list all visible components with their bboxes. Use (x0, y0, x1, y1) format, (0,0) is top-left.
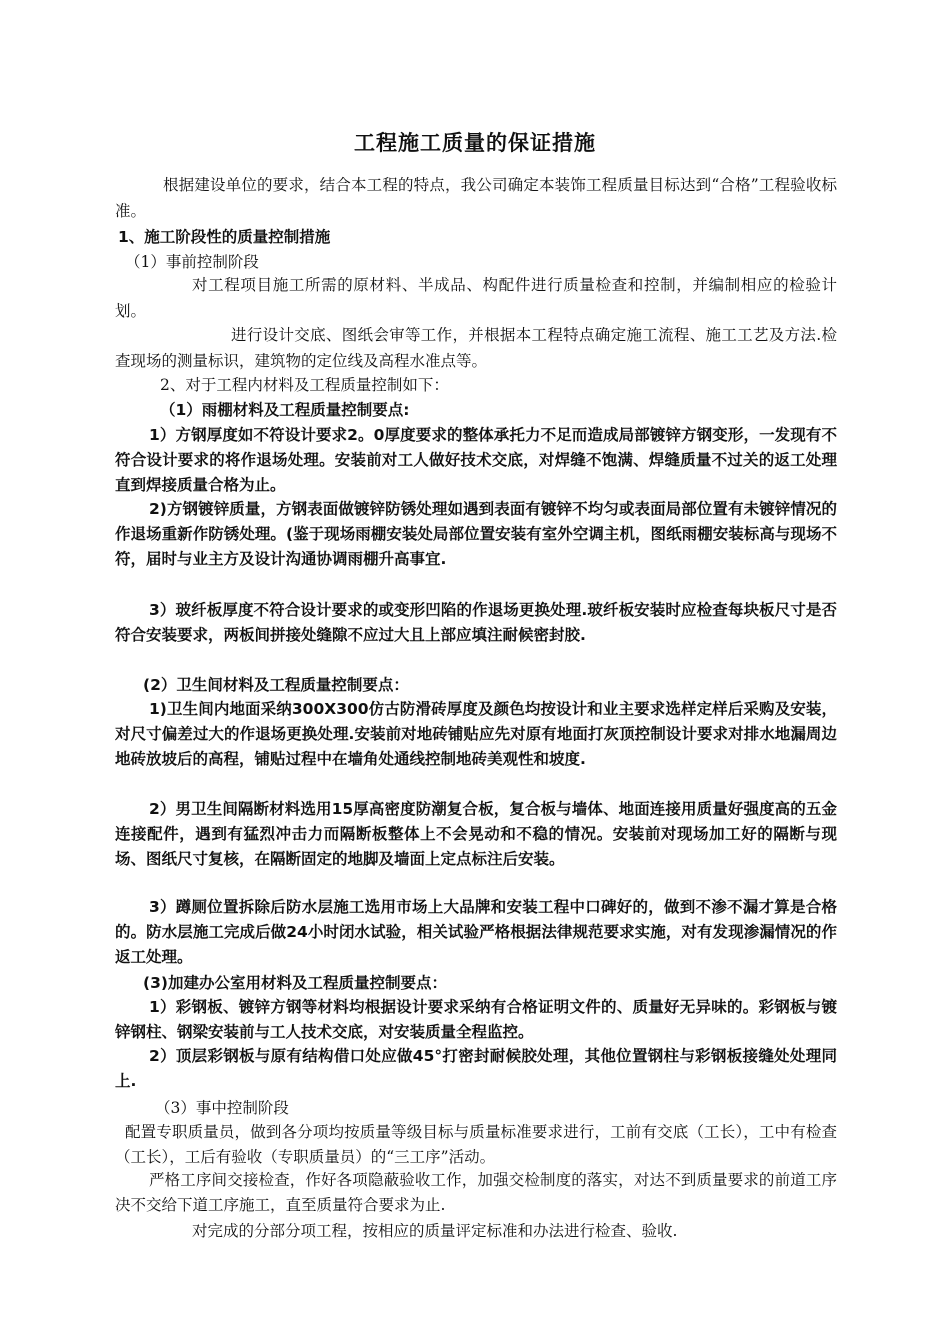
paragraph: 进行设计交底、图纸会审等工作，并根据本工程特点确定施工流程、施工工艺及方法.检查现场的测量标识，建筑物的定位线及高程水准点等。 (115, 326, 837, 370)
subsection-heading: （1）事前控制阶段 (125, 253, 259, 271)
paragraph: 1）方钢厚度如不符设计要求2。0厚度要求的整体承托力不足而造成局部镀锌方钢变形，一发现有不符合设计要求的将作退场处理。安装前对工人做好技术交底，对焊缝不饱满、焊缝质量不过关的返工处理直到焊接质量合格为止。 (115, 426, 837, 494)
subsection-heading: (3)加建办公室用材料及工程质量控制要点： (143, 974, 447, 992)
section-heading-1: 1、施工阶段性的质量控制措施 (118, 228, 331, 246)
paragraph: 2）顶层彩钢板与原有结构借口处应做45°打密封耐候胶处理，其他位置钢柱与彩钢板接缝处处理同上. (115, 1047, 837, 1090)
intro-paragraph: 根据建设单位的要求，结合本工程的特点，我公司确定本装饰工程质量目标达到“合格”工程验收标准。 (115, 176, 837, 220)
paragraph: 1)卫生间内地面采纳300X300仿古防滑砖厚度及颜色均按设计和业主要求选样定样后采购及安装，对尺寸偏差过大的作退场更换处理.安装前对地砖铺贴应先对原有地面打灰顶控制设计要求对排水地漏周边地砖放坡后的高程，铺贴过程中在墙角处通线控制地砖美观性和坡度. (115, 700, 837, 768)
subsection-heading: (2）卫生间材料及工程质量控制要点： (143, 676, 409, 694)
paragraph: 3）蹲厕位置拆除后防水层施工选用市场上大品牌和安装工程中口碑好的，做到不渗不漏才算是合格的。防水层施工完成后做24小时闭水试验，相关试验严格根据法律规范要求实施，对有发现渗漏情况的作返工处理。 (115, 898, 837, 966)
paragraph: 配置专职质量员，做到各分项均按质量等级目标与质量标准要求进行，工前有交底（工长），工中有检查（工长），工后有验收（专职质量员）的“三工序”活动。 (115, 1123, 837, 1166)
paragraph: 严格工序间交接检查，作好各项隐蔽验收工作，加强交检制度的落实，对达不到质量要求的前道工序决不交给下道工序施工，直至质量符合要求为止. (115, 1171, 837, 1214)
subsection-heading: （1）雨棚材料及工程质量控制要点: (160, 401, 410, 419)
paragraph: 2)方钢镀锌质量，方钢表面做镀锌防锈处理如遇到表面有镀锌不均匀或表面局部位置有未镀锌情况的作退场重新作防锈处理。(鉴于现场雨棚安装处局部位置安装有室外空调主机，图纸雨棚安装标高与现场不符，届时与业主方及设计沟通协调雨棚升高事宜. (115, 500, 837, 568)
document-title: 工程施工质量的保证措施 (354, 131, 596, 155)
paragraph: 对工程项目施工所需的原材料、半成品、构配件进行质量检查和控制，并编制相应的检验计划。 (115, 276, 837, 320)
subsection-heading: （3）事中控制阶段 (155, 1099, 289, 1117)
paragraph: 对完成的分部分项工程，按相应的质量评定标准和办法进行检查、验收. (192, 1222, 678, 1240)
paragraph: 3）玻纤板厚度不符合设计要求的或变形凹陷的作退场更换处理.玻纤板安装时应检查每块板尺寸是否符合安装要求，两板间拼接处缝隙不应过大且上部应填注耐候密封胶. (115, 601, 837, 644)
paragraph: 2）男卫生间隔断材料选用15厚高密度防潮复合板，复合板与墙体、地面连接用质量好强度高的五金连接配件，遇到有猛烈冲击力而隔断板整体上不会晃动和不稳的情况。安装前对现场加工好的隔断与现场、图纸尺寸复核，在隔断固定的地脚及墙面上定点标注后安装。 (115, 800, 837, 868)
section-heading-2: 2、对于工程内材料及工程质量控制如下： (160, 376, 449, 394)
paragraph: 1）彩钢板、镀锌方钢等材料均根据设计要求采纳有合格证明文件的、质量好无异味的。彩钢板与镀锌钢柱、钢梁安装前与工人技术交底，对安装质量全程监控。 (115, 998, 837, 1041)
